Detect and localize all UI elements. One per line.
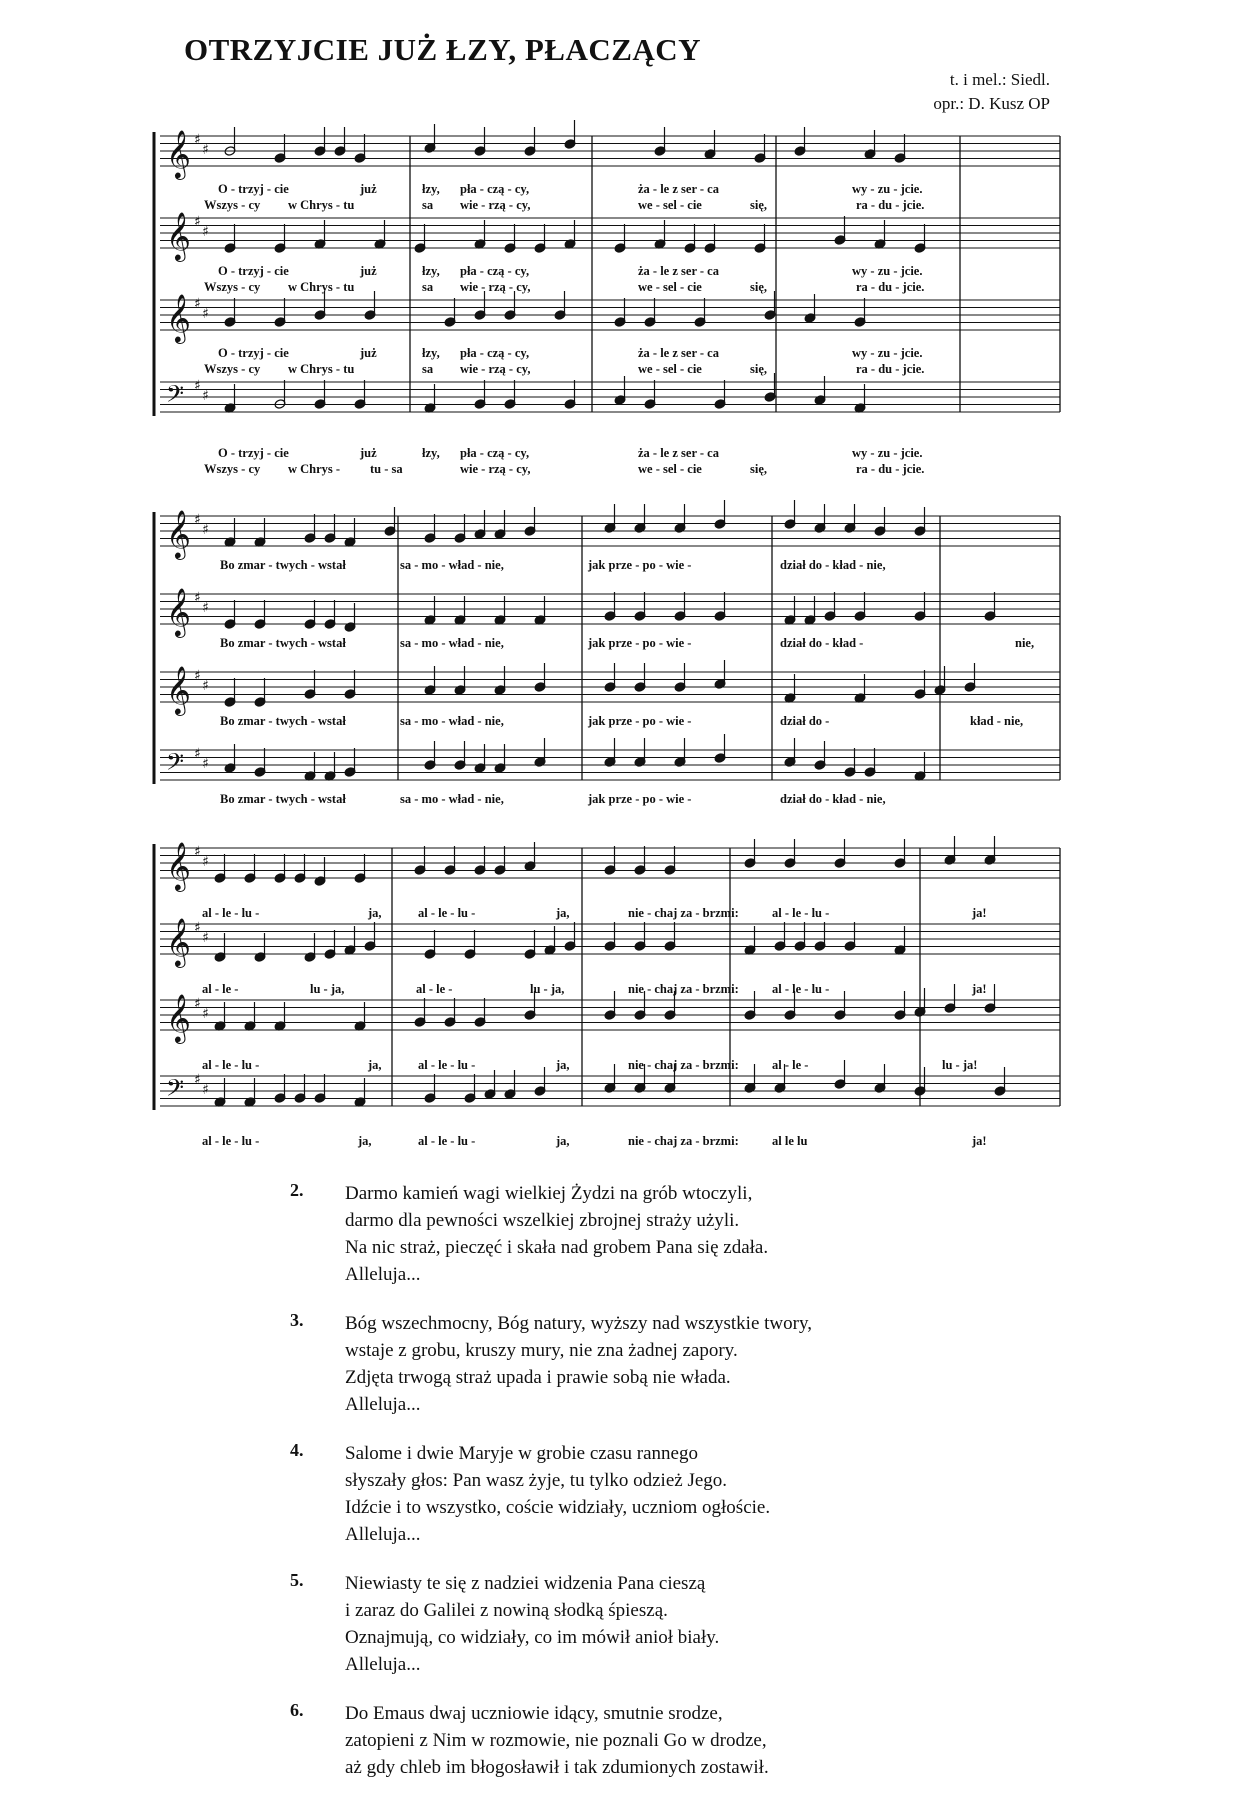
lyric-line: wy - zu - jcie. <box>852 264 923 278</box>
lyric-line: Bo zmar - twych - wstał <box>220 714 346 728</box>
lyric-line: ża - le z ser - ca <box>638 182 719 196</box>
verse-line: Alleluja... <box>345 1654 421 1675</box>
bass-clef-icon: 𝄢 <box>166 748 185 781</box>
sharp-icon: ♯ <box>202 522 209 538</box>
lyric-line: ja! <box>972 906 987 920</box>
bass-clef-icon: 𝄢 <box>166 1074 185 1107</box>
lyric-line: sa <box>422 198 434 212</box>
sharp-icon: ♯ <box>202 756 209 772</box>
treble-clef-icon: 𝄞 <box>166 917 191 966</box>
lyric-line: ra - du - jcie. <box>856 280 925 294</box>
lyric-line: al - le - lu - <box>772 906 830 920</box>
verse-line: Niewiasty te się z nadziei widzenia Pana cieszą <box>345 1573 706 1594</box>
lyric-line: łzy, <box>422 264 440 278</box>
lyric-line: nie, <box>1015 636 1035 650</box>
treble-clef-icon: 𝄞 <box>166 993 191 1042</box>
lyric-line: O - trzyj - cie <box>218 446 289 460</box>
verse-6 <box>290 1700 1080 1781</box>
sharp-icon: ♯ <box>202 1082 209 1098</box>
sharp-icon: ♯ <box>202 930 209 946</box>
staff-lines <box>160 830 1060 1150</box>
treble-clef-icon: 𝄞 <box>166 129 191 178</box>
sharp-icon: ♯ <box>194 668 201 684</box>
lyric-line: łzy, <box>422 446 440 460</box>
lyric-line: nie - chaj za - brzmi: <box>628 906 739 920</box>
verse-line: Zdjęta trwogą straż upada i prawie sobą nie włada. <box>345 1367 731 1388</box>
lyric-line: w Chrys - tu <box>288 362 355 376</box>
lyric-line: al - le - lu - <box>202 1134 260 1148</box>
lyric-line: sa <box>422 362 434 376</box>
score-system-1 <box>160 128 1060 488</box>
lyric-line: pła - czą - cy, <box>460 264 530 278</box>
sharp-icon: ♯ <box>194 296 201 312</box>
sharp-icon: ♯ <box>202 600 209 616</box>
lyric-line: już <box>360 264 377 278</box>
sharp-icon: ♯ <box>194 214 201 230</box>
lyric-line: Bo zmar - twych - wstał <box>220 558 346 572</box>
lyric-line: wie - rzą - cy, <box>460 198 531 212</box>
lyric-line: O - trzyj - cie <box>218 182 289 196</box>
lyric-line: al - le - lu - <box>418 906 476 920</box>
sharp-icon: ♯ <box>194 746 201 762</box>
lyric-line: jak prze - po - wie - <box>588 558 692 572</box>
lyric-line: dział do - <box>780 714 830 728</box>
treble-clef-icon: 𝄞 <box>166 293 191 342</box>
sharp-icon: ♯ <box>194 378 201 394</box>
staff-lines <box>160 128 1060 488</box>
lyric-line: jak prze - po - wie - <box>588 636 692 650</box>
lyric-line: kład - nie, <box>970 714 1024 728</box>
verse-line: Bóg wszechmocny, Bóg natury, wyższy nad wszystkie twory, <box>345 1313 812 1334</box>
lyric-line: lu - ja! <box>942 1058 978 1072</box>
lyric-line: sa - mo - wład - nie, <box>400 714 504 728</box>
verse-line: Do Emaus dwaj uczniowie idący, smutnie srodze, <box>345 1703 723 1724</box>
lyric-line: ja, <box>556 906 570 920</box>
lyric-line: al - le - lu - <box>418 1134 476 1148</box>
lyric-line: wy - zu - jcie. <box>852 182 923 196</box>
credit-text-melody: t. i mel.: Siedl. <box>949 70 1050 89</box>
lyric-line: łzy, <box>422 346 440 360</box>
lyric-line: łzy, <box>422 182 440 196</box>
credits <box>933 68 1050 116</box>
lyric-line: Wszys - cy <box>204 462 261 476</box>
verse-5 <box>290 1570 1080 1678</box>
lyric-line: wie - rzą - cy, <box>460 462 531 476</box>
lyric-line: w Chrys - tu <box>288 280 355 294</box>
staff-lines <box>160 508 1060 818</box>
lyric-line: ja, <box>556 1058 570 1072</box>
lyric-line: ra - du - jcie. <box>856 362 925 376</box>
lyric-line: nie - chaj za - brzmi: <box>628 1134 739 1148</box>
verse-line: i zaraz do Galilei z nowiną słodką śpieszą. <box>345 1600 668 1621</box>
sharp-icon: ♯ <box>194 844 201 860</box>
lyric-line: sa <box>422 280 434 294</box>
lyric-line: we - sel - cie <box>638 462 702 476</box>
sharp-icon: ♯ <box>194 590 201 606</box>
lyric-line: ja! <box>972 982 987 996</box>
sharp-icon: ♯ <box>202 388 209 404</box>
verse-line: Darmo kamień wagi wielkiej Żydzi na grób wtoczyli, <box>345 1183 753 1204</box>
verses <box>290 1180 1080 1803</box>
lyric-line: O - trzyj - cie <box>218 346 289 360</box>
verse-line: darmo dla pewności wszelkiej zbrojnej straży użyli. <box>345 1210 740 1231</box>
lyric-line: dział do - kład - nie, <box>780 558 886 572</box>
sharp-icon: ♯ <box>194 132 201 148</box>
lyric-line: wy - zu - jcie. <box>852 446 923 460</box>
verse-3 <box>290 1310 1080 1418</box>
lyric-line: się, <box>750 462 768 476</box>
lyric-line: ża - le z ser - ca <box>638 346 719 360</box>
verse-line: wstaje z grobu, kruszy mury, nie zna żadnej zapory. <box>345 1340 738 1361</box>
lyric-line: nie - chaj za - brzmi: <box>628 982 739 996</box>
lyric-line: tu - sa <box>370 462 403 476</box>
verse-line: Salome i dwie Maryje w grobie czasu rannego <box>345 1443 698 1464</box>
sharp-icon: ♯ <box>194 1072 201 1088</box>
lyric-line: ra - du - jcie. <box>856 198 925 212</box>
lyric-line: ża - le z ser - ca <box>638 264 719 278</box>
lyric-line: Bo zmar - twych - wstał <box>220 636 346 650</box>
verse-line: zatopieni z Nim w rozmowie, nie poznali Go w drodze, <box>345 1730 767 1751</box>
lyric-line: już <box>360 346 377 360</box>
bass-clef-icon: 𝄢 <box>166 380 185 413</box>
sharp-icon: ♯ <box>202 142 209 158</box>
lyric-line: we - sel - cie <box>638 362 702 376</box>
lyric-line: ża - le z ser - ca <box>638 446 719 460</box>
lyric-line: w Chrys - tu <box>288 198 355 212</box>
verse-number: 3. <box>290 1310 304 1330</box>
verse-4 <box>290 1440 1080 1548</box>
lyric-line: Wszys - cy <box>204 198 261 212</box>
lyric-line: jak prze - po - wie - <box>588 792 692 806</box>
lyric-line: al - le - <box>416 982 453 996</box>
lyric-line: al - le - <box>202 982 239 996</box>
treble-clef-icon: 𝄞 <box>166 509 191 558</box>
lyric-line: ja, <box>368 906 382 920</box>
lyric-line: już <box>360 182 377 196</box>
lyric-line: pła - czą - cy, <box>460 346 530 360</box>
verse-line: Alleluja... <box>345 1394 421 1415</box>
lyric-line: wy - zu - jcie. <box>852 346 923 360</box>
lyric-line: wie - rzą - cy, <box>460 280 531 294</box>
lyric-line: al - le - <box>772 1058 809 1072</box>
lyric-line: ra - du - jcie. <box>856 462 925 476</box>
lyric-line: we - sel - cie <box>638 280 702 294</box>
lyric-line: we - sel - cie <box>638 198 702 212</box>
score-system-2 <box>160 508 1060 818</box>
lyric-line: al - le - lu - <box>202 906 260 920</box>
verse-2 <box>290 1180 1080 1288</box>
lyric-line: się, <box>750 362 768 376</box>
verse-number: 4. <box>290 1440 304 1460</box>
song-title: OTRZYJCIE JUŻ ŁZY, PŁACZĄCY <box>184 32 702 67</box>
sharp-icon: ♯ <box>194 920 201 936</box>
lyric-line: al - le - lu - <box>418 1058 476 1072</box>
lyric-line: ja, <box>368 1058 382 1072</box>
lyric-line: ja! <box>972 1134 987 1148</box>
treble-clef-icon: 𝄞 <box>166 587 191 636</box>
lyric-line: lu - ja, <box>310 982 345 996</box>
lyric-line: wie - rzą - cy, <box>460 362 531 376</box>
sharp-icon: ♯ <box>202 854 209 870</box>
lyric-line: al - le - lu - <box>202 1058 260 1072</box>
treble-clef-icon: 𝄞 <box>166 841 191 890</box>
lyric-line: sa - mo - wład - nie, <box>400 558 504 572</box>
lyric-line: al - le - lu - <box>772 982 830 996</box>
sharp-icon: ♯ <box>194 996 201 1012</box>
treble-clef-icon: 𝄞 <box>166 211 191 260</box>
lyric-line: sa - mo - wład - nie, <box>400 636 504 650</box>
verse-line: słyszały głos: Pan wasz żyje, tu tylko odzież Jego. <box>345 1470 728 1491</box>
verse-number: 6. <box>290 1700 304 1720</box>
sharp-icon: ♯ <box>202 224 209 240</box>
lyric-line: się, <box>750 198 768 212</box>
verse-number: 2. <box>290 1180 304 1200</box>
treble-clef-icon: 𝄞 <box>166 665 191 714</box>
lyric-line: O - trzyj - cie <box>218 264 289 278</box>
lyric-line: już <box>360 446 377 460</box>
lyric-line: ja, <box>358 1134 372 1148</box>
verse-line: Na nic straż, pieczęć i skała nad grobem Pana się zdała. <box>345 1237 769 1258</box>
lyric-line: dział do - kład - nie, <box>780 792 886 806</box>
verse-number: 5. <box>290 1570 304 1590</box>
lyric-line: lu - ja, <box>530 982 565 996</box>
sharp-icon: ♯ <box>202 1006 209 1022</box>
score-system-3 <box>160 830 1060 1150</box>
sharp-icon: ♯ <box>202 678 209 694</box>
lyric-line: ja, <box>556 1134 570 1148</box>
lyric-line: nie - chaj za - brzmi: <box>628 1058 739 1072</box>
lyric-line: pła - czą - cy, <box>460 446 530 460</box>
verse-line: aż gdy chleb im błogosławił i tak zdumionych zostawił. <box>345 1757 769 1778</box>
lyric-line: się, <box>750 280 768 294</box>
lyric-line: Wszys - cy <box>204 362 261 376</box>
verse-line: Idźcie i to wszystko, coście widziały, uczniom ogłoście. <box>345 1497 771 1518</box>
credit-arrangement: opr.: D. Kusz OP <box>933 94 1050 113</box>
lyric-line: w Chrys - <box>288 462 341 476</box>
lyric-line: al le lu <box>772 1134 808 1148</box>
sharp-icon: ♯ <box>194 512 201 528</box>
sharp-icon: ♯ <box>202 306 209 322</box>
lyric-line: dział do - kład - <box>780 636 864 650</box>
verse-line: Alleluja... <box>345 1264 421 1285</box>
lyric-line: sa - mo - wład - nie, <box>400 792 504 806</box>
lyric-line: pła - czą - cy, <box>460 182 530 196</box>
lyric-line: Bo zmar - twych - wstał <box>220 792 346 806</box>
lyric-line: jak prze - po - wie - <box>588 714 692 728</box>
lyric-line: Wszys - cy <box>204 280 261 294</box>
verse-line: Alleluja... <box>345 1524 421 1545</box>
verse-line: Oznajmują, co widziały, co im mówił anioł biały. <box>345 1627 720 1648</box>
